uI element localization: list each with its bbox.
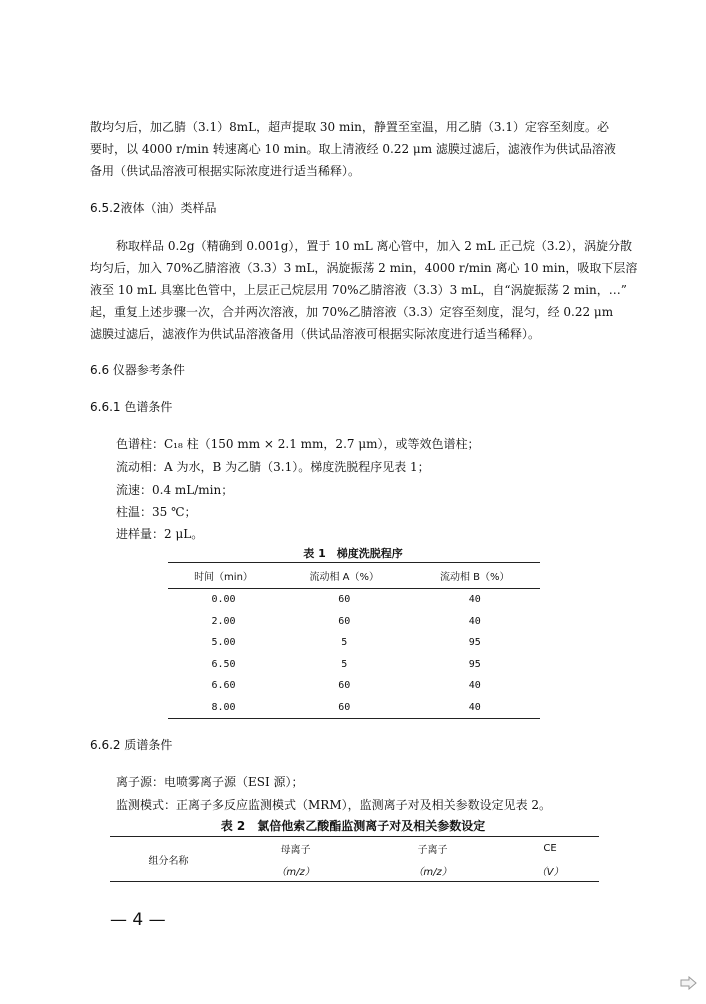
condition-injection-volume: 进样量：2 μL。 xyxy=(116,527,204,541)
table-cell: 60 xyxy=(338,615,351,627)
table-cell: 40 xyxy=(409,697,540,719)
table-header-cell: 时间（min） xyxy=(168,563,279,589)
table-row xyxy=(168,611,540,633)
table-unit-cell: （m/z） xyxy=(364,859,501,882)
condition-ion-source: 离子源：电喷雾离子源（ESI 源）； xyxy=(116,775,304,789)
table-row xyxy=(168,632,540,654)
paragraph-line: 滤膜过滤后，滤液作为供试品溶液备用（供试品溶液可根据实际浓度进行适当稀释）。 xyxy=(90,327,541,341)
table-header-cell: 组分名称 xyxy=(110,837,227,882)
section-heading-6-6: 6.6 仪器参考条件 xyxy=(90,363,185,377)
table-header-cell: CE xyxy=(501,837,599,860)
paragraph-line: 均匀后，加入 70%乙腈溶液（3.3）3 mL，涡旋振荡 2 min，4000 r/min 离心 10 min，吸取下层溶 xyxy=(90,261,638,275)
page-number: — 4 — xyxy=(110,910,166,930)
table-unit-cell: （V） xyxy=(501,859,599,882)
table-cell: 5 xyxy=(341,637,348,649)
next-page-arrow-icon[interactable] xyxy=(680,976,698,990)
table-cell: 6.60 xyxy=(211,680,236,692)
section-heading-6-5-2: 6.5.2液体（油）类样品 xyxy=(90,201,217,215)
table-cell: 40 xyxy=(468,594,481,606)
table2-caption: 表 2 氯倍他索乙酸酯监测离子对及相关参数设定 xyxy=(220,819,486,833)
paragraph-line: 液至 10 mL 具塞比色管中，上层正己烷层用 70%乙腈溶液（3.3）3 mL，自“涡旋振荡 2 min，…” xyxy=(90,283,627,297)
table-header-cell: 流动相 B（%） xyxy=(409,563,540,589)
paragraph-line: 散均匀后，加乙腈（3.1）8mL，超声提取 30 min，静置至室温，用乙腈（3.1）定容至刻度。必 xyxy=(90,120,609,134)
table-row xyxy=(168,654,540,676)
table-cell: 60 xyxy=(338,680,351,692)
table-cell: 5 xyxy=(341,658,348,670)
table-row xyxy=(168,697,540,719)
table-cell: 2.00 xyxy=(211,615,236,627)
section-heading-6-6-2: 6.6.2 质谱条件 xyxy=(90,738,173,752)
table-unit-cell: （m/z） xyxy=(227,859,364,882)
condition-monitor-mode: 监测模式：正离子多反应监测模式（MRM），监测离子对及相关参数设定见表 2。 xyxy=(116,798,552,812)
mrm-parameter-table xyxy=(110,836,599,882)
table-cell: 60 xyxy=(338,594,351,606)
table-row xyxy=(168,675,540,697)
condition-column-temp: 柱温：35 ℃； xyxy=(116,505,197,519)
table-cell: 5.00 xyxy=(211,637,236,649)
table-cell: 40 xyxy=(468,680,481,692)
table-header-row xyxy=(110,837,599,860)
table-cell: 0.00 xyxy=(211,594,236,606)
table-cell: 95 xyxy=(468,637,481,649)
paragraph-line: 备用（供试品溶液可根据实际浓度进行适当稀释）。 xyxy=(90,164,361,178)
table-cell: 95 xyxy=(468,658,481,670)
condition-mobile-phase: 流动相：A 为水，B 为乙腈（3.1）。梯度洗脱程序见表 1； xyxy=(116,460,430,474)
table-header-cell: 子离子 xyxy=(364,837,501,860)
table-row xyxy=(168,589,540,611)
table-header-row xyxy=(168,563,540,589)
paragraph-line: 称取样品 0.2g（精确到 0.001g），置于 10 mL 离心管中，加入 2 mL 正己烷（3.2），涡旋分散 xyxy=(116,239,633,253)
table-header-cell: 流动相 A（%） xyxy=(279,563,409,589)
paragraph-line: 要时，以 4000 r/min 转速离心 10 min。取上清液经 0.22 μm 滤膜过滤后，滤液作为供试品溶液 xyxy=(90,142,616,156)
paragraph-line: 起，重复上述步骤一次，合并两次溶液，加 70%乙腈溶液（3.3）定容至刻度，混匀，经 0.22 μm xyxy=(90,305,614,319)
table-cell: 6.50 xyxy=(211,658,236,670)
condition-column: 色谱柱：C₁₈ 柱（150 mm × 2.1 mm，2.7 μm），或等效色谱柱； xyxy=(116,437,480,451)
table1-caption: 表 1 梯度洗脱程序 xyxy=(303,547,403,560)
gradient-table xyxy=(168,562,540,719)
table-cell: 40 xyxy=(468,615,481,627)
table-cell: 8.00 xyxy=(168,697,279,719)
section-heading-6-6-1: 6.6.1 色谱条件 xyxy=(90,400,173,414)
table-cell: 60 xyxy=(279,697,409,719)
table-header-cell: 母离子 xyxy=(227,837,364,860)
condition-flow-rate: 流速：0.4 mL/min； xyxy=(116,483,234,497)
